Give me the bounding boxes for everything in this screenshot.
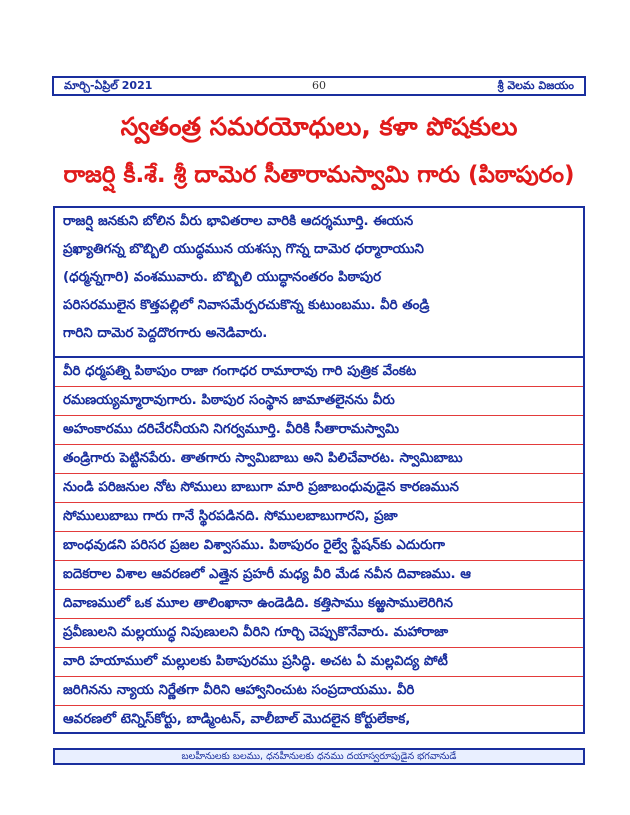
body-line: ఆవరణలో టెన్నిస్‌కోర్టు, బాడ్మింటన్, వాలీబాల్ మొదలైన కోర్టులేకాక, [63, 712, 411, 727]
body-line: వారి హయాములో మల్లులకు పిఠాపురము ప్రసిద్ధి. అచట ఏ మల్లవిద్య పోటీ [55, 648, 583, 677]
body-line: గారిని దామెర పెద్దదొరగారు అనెడివారు. [63, 326, 268, 341]
body-line: రమణయ్యమ్మారావుగారు. పిఠాపుర సంస్థాన జామాతలైనను వీరు [55, 387, 583, 416]
body-line: ప్రఖ్యాతిగన్న బొబ్బిలి యుద్ధమున యశస్సు గొన్న దామెర ధర్మారాయుని [63, 242, 424, 257]
body-line: నుండి పరిజనుల నోట సోములు బాబుగా మారి ప్రజాబంధువుడైన కారణమున [55, 474, 583, 503]
article-body [53, 206, 585, 734]
body-line: అహంకారము దరిచేరనీయని నిగర్వమూర్తి. వీరికి సీతారామస్వామి [55, 416, 583, 445]
body-line: వీరి ధర్మపత్ని పిఠాపుం రాజా గంగాధర రామారావు గారి పుత్రిక వేంకట [55, 358, 583, 387]
body-line: జరిగినను న్యాయ నిర్ణేతగా వీరిని ఆహ్వానించుట సంప్రదాయము. వీరి [55, 677, 583, 706]
footer-motto: బలహీనులకు బలము, ధనహీనులకు ధనము దయాస్వరూపుడైన భగవానుడే [181, 751, 457, 762]
body-line: దివాణములో ఒక మూల తాలింఖానా ఉండెడిది. కత్తిసాము కఱ్ఱసాములెరిగిన [55, 590, 583, 619]
body-line: ప్రవీణులని మల్లయుద్ధ నిపుణులని వీరిని గూర్చి చెప్పుకొనేవారు. మహారాజా [55, 619, 583, 648]
page-header [52, 76, 586, 96]
body-line: సోములుబాబు గారు గానే స్థిరపడినది. సోములబాబుగారని, ప్రజా [55, 503, 583, 532]
page-number: 60 [312, 79, 326, 92]
article-title: స్వతంత్ర సమరయోధులు, కళా పోషకులు [120, 112, 518, 141]
body-line: పరిసరములైన కొత్తపల్లిలో నివాసమేర్పరచుకొన్న కుటుంబము. వీరి తండ్రి [63, 298, 430, 313]
magazine-name: శ్రీ వెలమ విజయం [497, 79, 574, 92]
body-line: బాంధవుడని పరిసర ప్రజల విశ్వాసము. పిఠాపురం రైల్వే స్టేషన్‌కు ఎదురుగా [55, 532, 583, 561]
body-line: తండ్రిగారు పెట్టినపేరు. తాతగారు స్వామిబాబు అని పిలిచేవారట. స్వామిబాబు [55, 445, 583, 474]
body-line: ఐదెకరాల విశాల ఆవరణలో ఎత్తైన ప్రహరీ మధ్య వీరి మేడ నవీన దివాణము. ఆ [55, 561, 583, 590]
page-footer [53, 748, 585, 765]
body-line: రాజర్షి జనకుని బోలిన వీరు భావితరాల వారికి ఆదర్శమూర్తి. ఈయన [63, 214, 414, 229]
article-subtitle: రాజర్షి కీ.శే. శ్రీ దామెర సీతారామస్వామి గారు (పిఠాపురం) [63, 162, 575, 188]
issue-date: మార్చి-ఏప్రిల్ 2021 [64, 79, 153, 92]
body-line: (ధర్మన్నగారి) వంశమువారు. బొబ్బిలి యుద్ధానంతరం పిఠాపుర [63, 270, 382, 285]
